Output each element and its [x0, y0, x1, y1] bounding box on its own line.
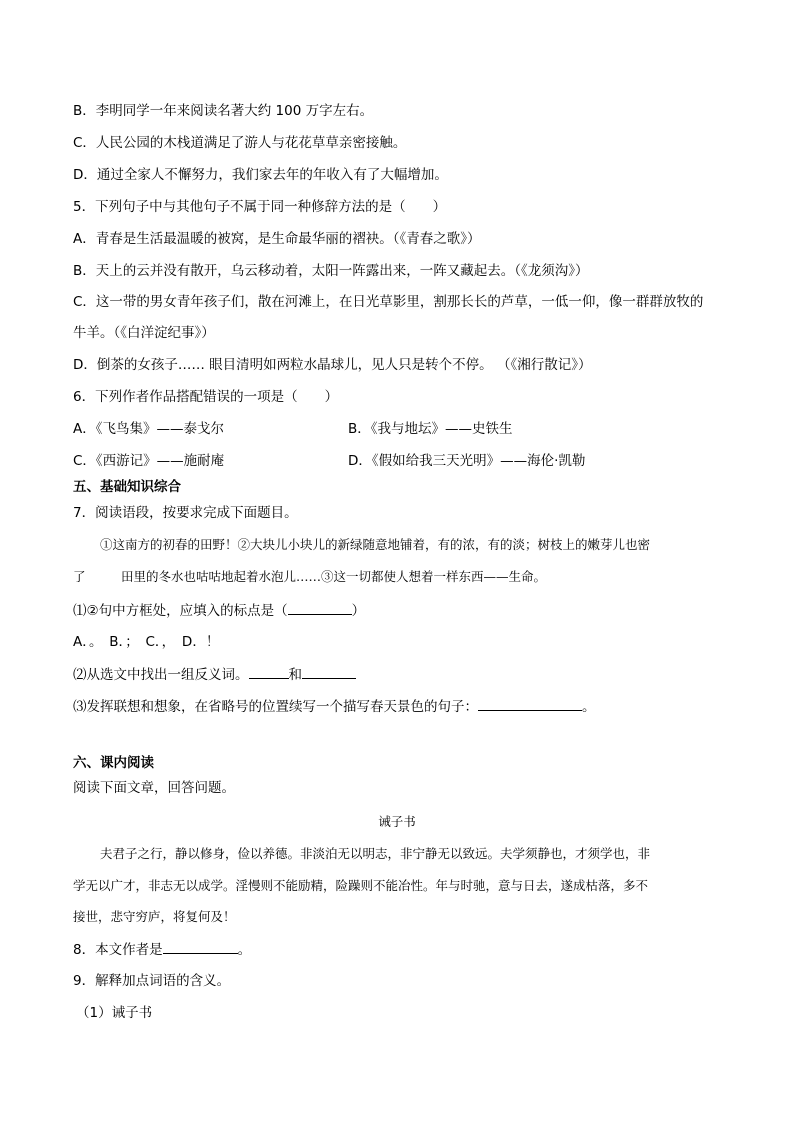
q7-sub2-blank2[interactable] — [302, 664, 356, 679]
q7-sub2-and: 和 — [288, 667, 302, 683]
q7-passage-line2-start: 了 — [73, 569, 86, 584]
q9-stem: 9．解释加点词语的含义。 — [73, 973, 231, 989]
q7-passage-line2-rest: 田里的冬水也咕咕地起着水泡儿……③这一切都使人想着一样东西——生命。 — [121, 569, 547, 584]
q8 — [73, 939, 251, 960]
passage-title: 诫子书 — [378, 814, 416, 829]
q6-option-c: C．《西游记》——施耐庵 — [73, 453, 225, 469]
passage-line2: 学无以广才，非志无以成学。淫慢则不能励精，险躁则不能冶性。年与时驰，意与日去，遂成枯落，多不 — [73, 878, 649, 893]
q7-sub3-blank[interactable] — [478, 696, 582, 711]
q7-sub2 — [73, 664, 356, 685]
q5-option-c-line1: C．这一带的男女青年孩子们，散在河滩上，在日光草影里，割那长长的芦草，一低一仰，像一群群放牧的 — [73, 294, 704, 310]
q6-option-a: A．《飞鸟集》——泰戈尔 — [73, 421, 224, 437]
q7-sub1 — [73, 600, 365, 621]
q4-option-b: B．李明同学一年来阅读名著大约 100 万字左右。 — [73, 103, 374, 119]
q4-option-c: C．人民公园的木栈道满足了游人与花花草草亲密接触。 — [73, 135, 407, 151]
q7-sub3-end: 。 — [582, 699, 596, 715]
passage-line3: 接世，悲守穷庐，将复何及！ — [73, 909, 236, 924]
q7-sub1-options: A．。 B．； C．， D．！ — [73, 634, 220, 650]
q7-sub1-text: ⑴②句中方框处，应填入的标点是（ — [73, 603, 288, 619]
q8-blank[interactable] — [163, 939, 238, 954]
q8-stem: 8．本文作者是 — [73, 942, 163, 958]
q5-option-b: B．天上的云并没有散开，乌云移动着，太阳一阵露出来，一阵又藏起去。（《龙须沟》） — [73, 263, 589, 279]
q5-option-a: A．青春是生活最温暖的被窝，是生命最华丽的褶袂。（《青春之歌》） — [73, 231, 481, 247]
q6-stem: 6．下列作者作品搭配错误的一项是（ ） — [73, 389, 339, 405]
section-6-heading: 六、课内阅读 — [73, 755, 154, 771]
section-6-intro: 阅读下面文章，回答问题。 — [73, 780, 235, 796]
q9-item1: （1）诫子书 — [76, 1005, 153, 1021]
q7-sub3-text: ⑶发挥联想和想象，在省略号的位置续写一个描写春天景色的句子： — [73, 699, 478, 715]
q5-option-c-line2: 牛羊。（《白洋淀纪事》） — [73, 325, 215, 341]
q7-stem: 7．阅读语段，按要求完成下面题目。 — [73, 505, 298, 521]
q7-passage-line1: ①这南方的初春的田野！②大块儿小块儿的新绿随意地铺着，有的浓，有的淡；树枝上的嫩芽儿也密 — [100, 537, 651, 552]
q5-option-d: D．倒茶的女孩子…… 眼目清明如两粒水晶球儿，见人只是转个不停。 （《湘行散记》） — [73, 357, 592, 373]
passage-line1: 夫君子之行，静以修身，俭以养德。非淡泊无以明志，非宁静无以致远。夫学须静也，才须学也，非 — [100, 846, 651, 861]
q5-stem: 5．下列句子中与其他句子不属于同一种修辞方法的是（ ） — [73, 199, 447, 215]
q7-sub1-blank[interactable] — [288, 600, 352, 615]
q4-option-d: D．通过全家人不懈努力，我们家去年的年收入有了大幅增加。 — [73, 167, 448, 183]
q8-end: 。 — [237, 942, 252, 958]
q7-sub1-close: ） — [351, 603, 366, 619]
section-5-heading: 五、基础知识综合 — [73, 479, 181, 495]
q7-sub2-blank1[interactable] — [249, 664, 289, 679]
q7-sub3 — [73, 696, 596, 717]
q6-option-d: D．《假如给我三天光明》——海伦·凯勒 — [348, 453, 586, 469]
q7-sub2-text: ⑵从选文中找出一组反义词。 — [73, 667, 249, 683]
q6-option-b: B．《我与地坛》——史铁生 — [348, 421, 513, 437]
